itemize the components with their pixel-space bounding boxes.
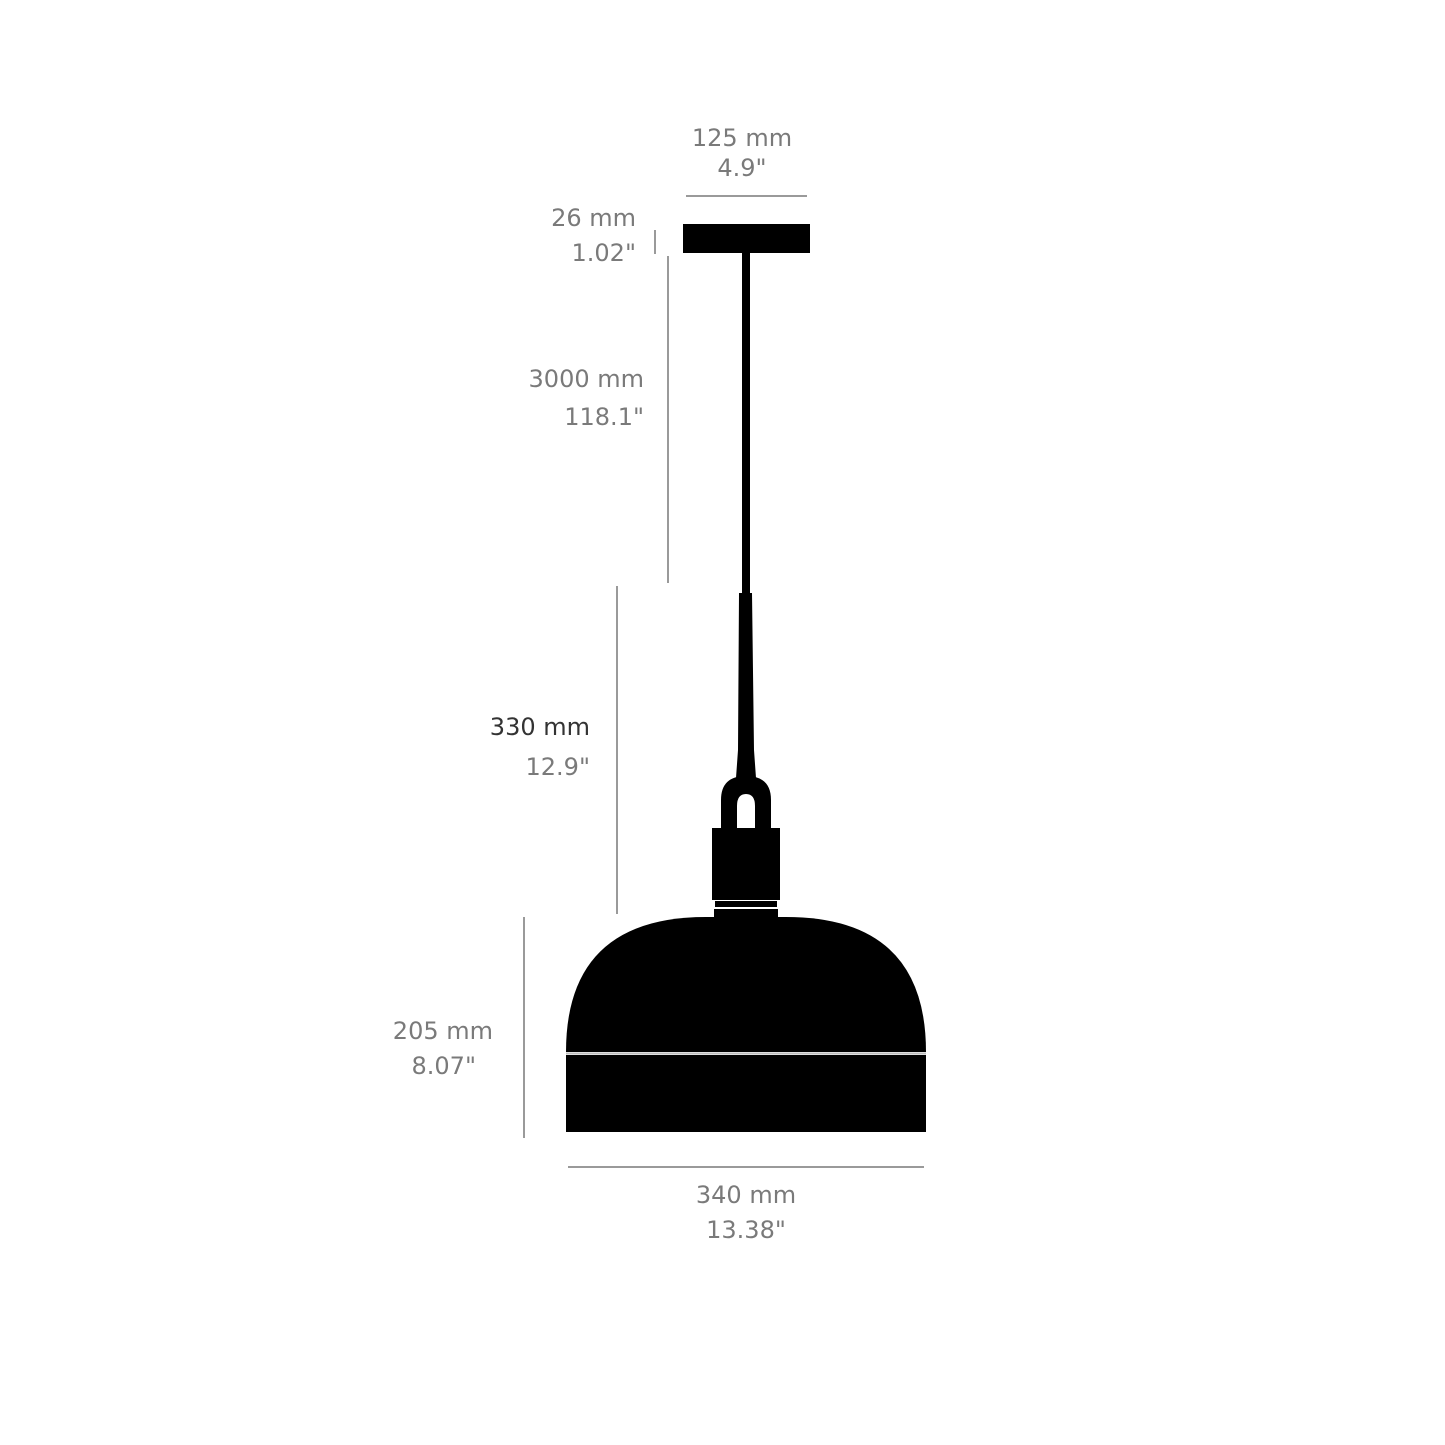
fixture-drop-inch: 12.9" xyxy=(525,753,590,781)
shade-width-inch: 13.38" xyxy=(706,1216,786,1244)
cable-length-inch: 118.1" xyxy=(564,403,644,431)
holder-collar xyxy=(714,909,778,918)
cord-loop xyxy=(721,776,771,830)
fixture-drop-mm: 330 mm xyxy=(489,713,590,741)
shade-height-inch: 8.07" xyxy=(411,1052,476,1080)
lamp-holder xyxy=(712,828,780,900)
shade-height-mm: 205 mm xyxy=(392,1017,493,1045)
cable-grip-sleeve xyxy=(736,593,756,778)
lamp-silhouette xyxy=(566,224,926,1132)
ceiling-canopy xyxy=(683,224,810,253)
canopy-width-mm: 125 mm xyxy=(691,124,793,152)
holder-ring xyxy=(715,901,777,907)
cable-length-mm: 3000 mm xyxy=(528,365,644,393)
canopy-width-inch: 4.9" xyxy=(717,154,767,182)
shade-band xyxy=(566,1055,926,1132)
suspension-cable xyxy=(742,253,750,593)
dome-shade-top xyxy=(566,917,926,1052)
canopy-height-mm: 26 mm xyxy=(551,204,636,232)
canopy-height-inch: 1.02" xyxy=(571,239,636,267)
shade-width-mm: 340 mm xyxy=(695,1181,797,1209)
